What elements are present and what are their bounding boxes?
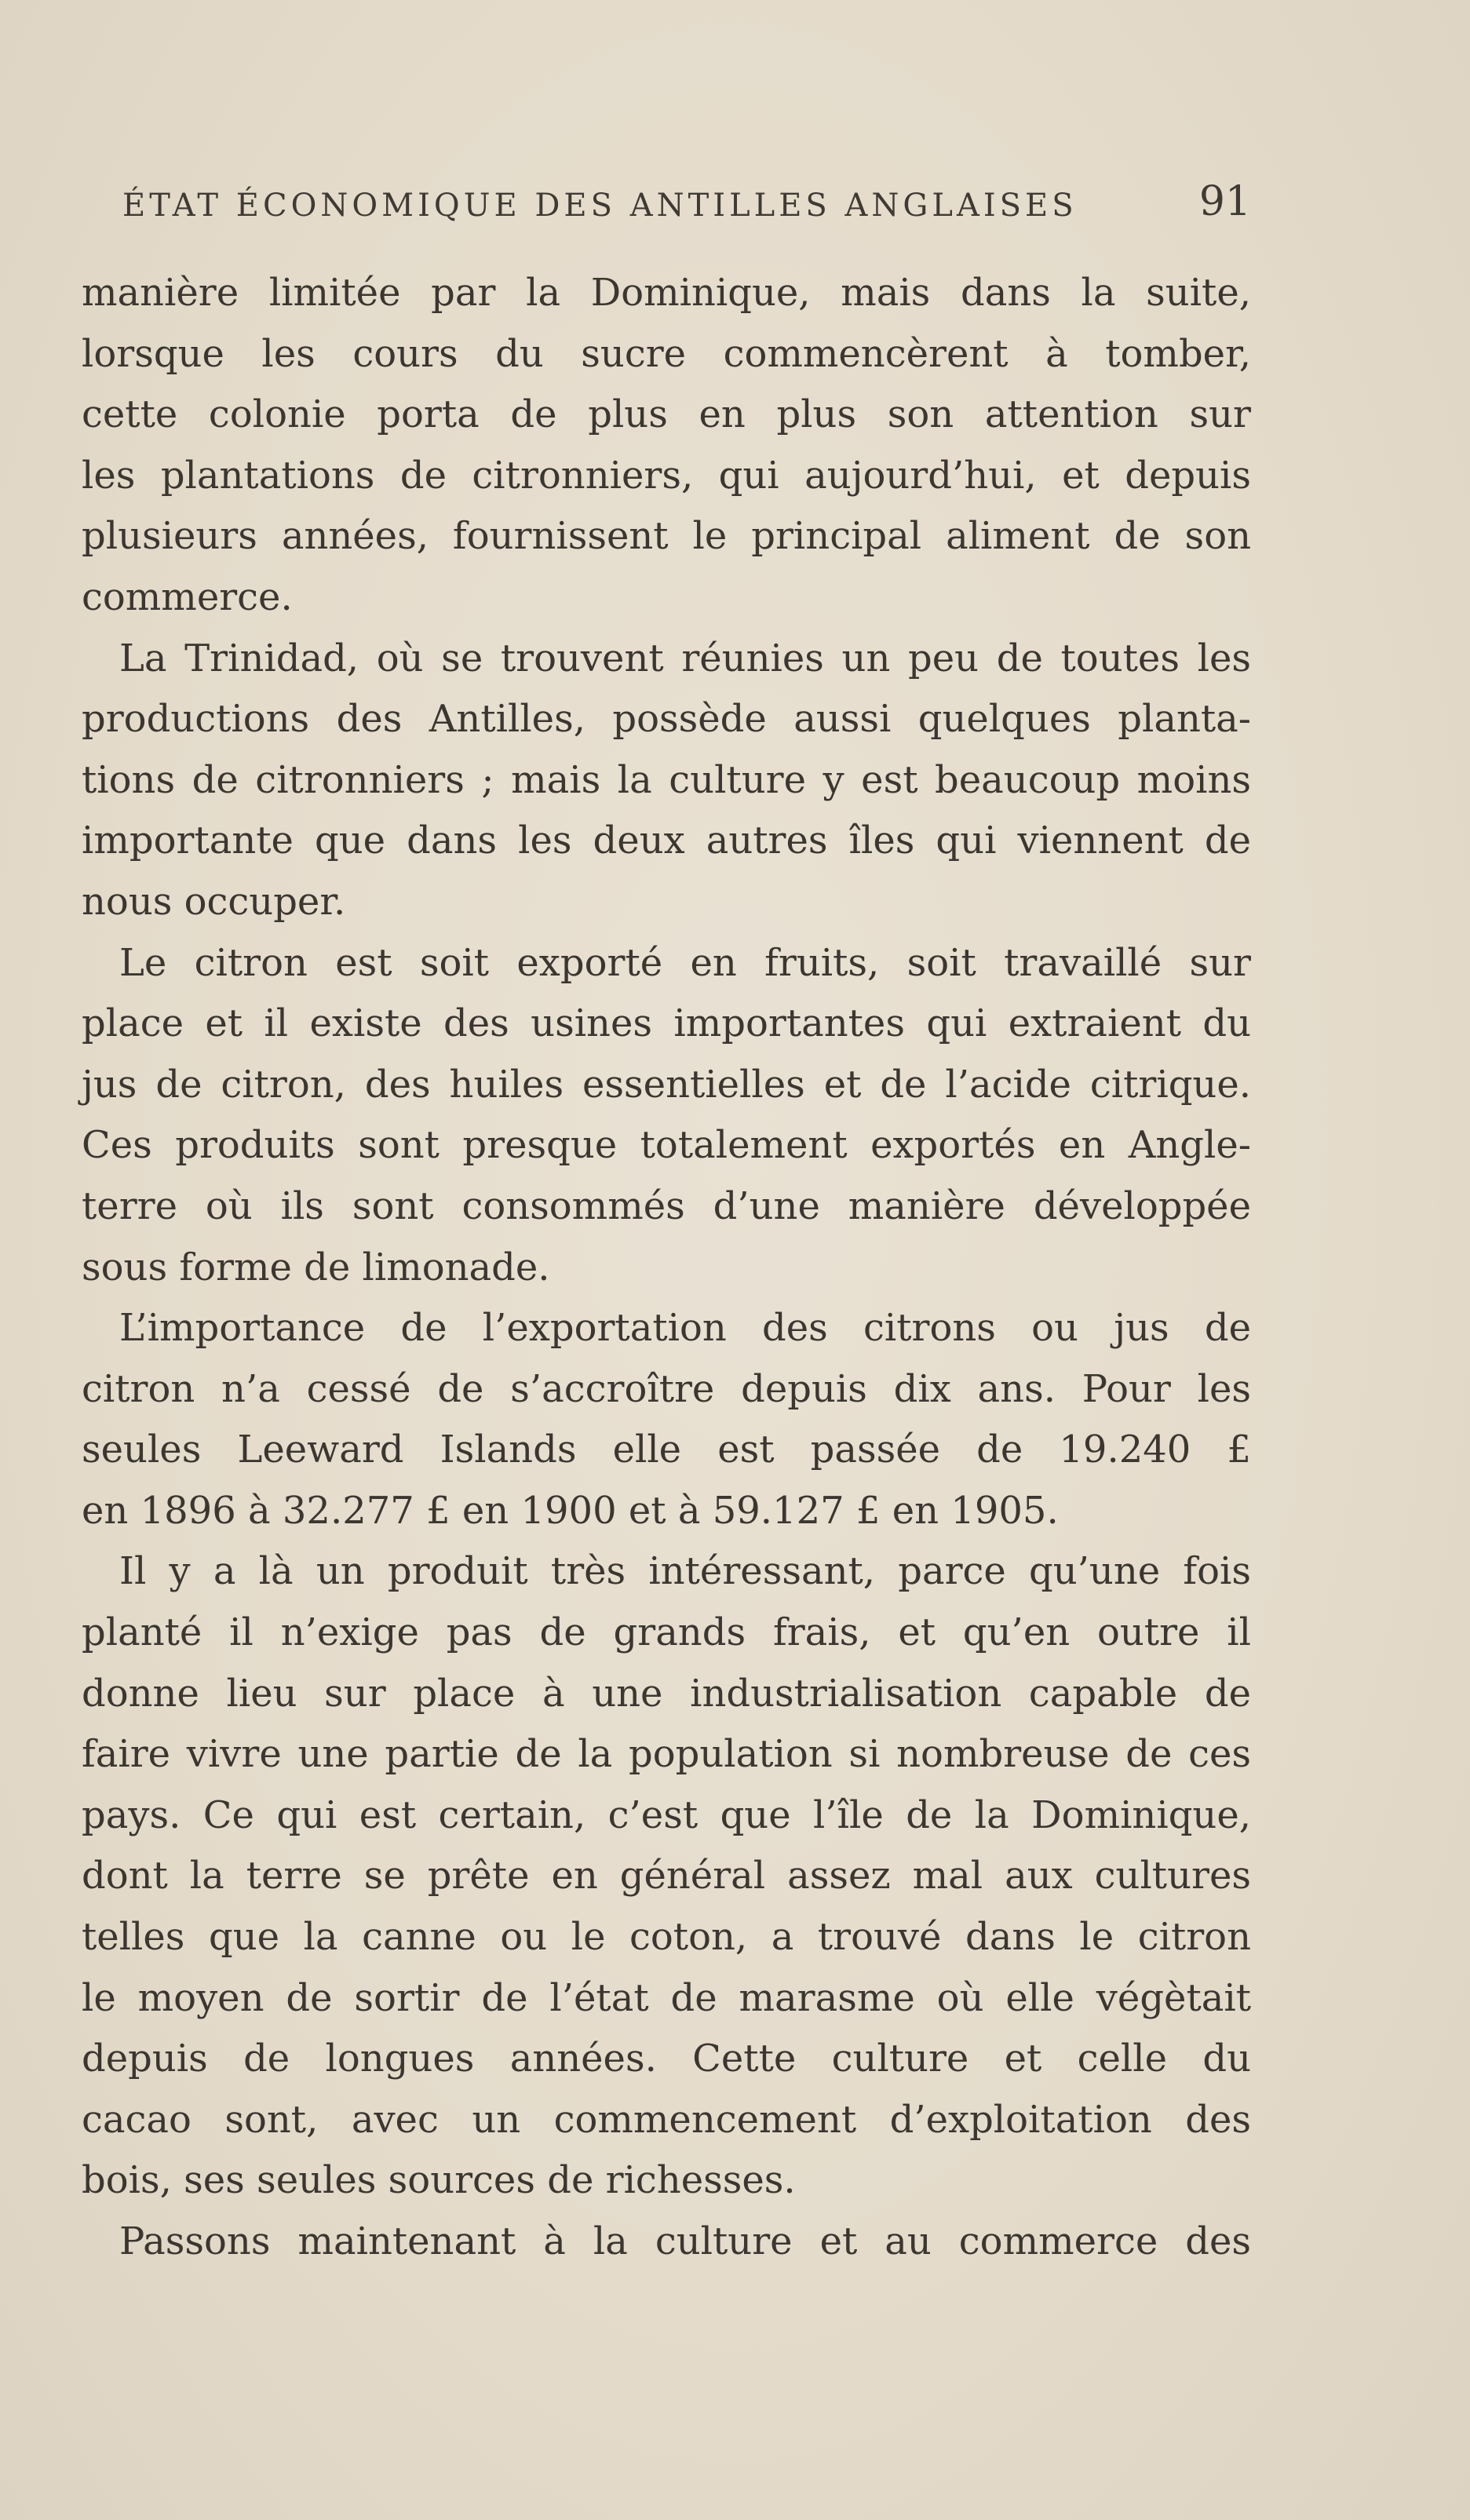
- paragraph-citron-export: [82, 933, 1251, 1299]
- body-text: [82, 263, 1251, 2273]
- text-line: telles que la canne ou le coton, a trouvé dans le citron: [82, 1915, 1251, 1960]
- text-line: citron n’a cessé de s’accroître depuis dix ans. Pour les: [82, 1366, 1251, 1411]
- text-line: lorsque les cours du sucre commencèrent à tomber,: [82, 331, 1251, 376]
- text-line: plusieurs années, fournissent le principal aliment de son: [82, 514, 1251, 559]
- text-line: les plantations de citronniers, qui aujourd’hui, et depuis: [82, 453, 1251, 498]
- text-line: dont la terre se prête en général assez mal aux cultures: [82, 1854, 1251, 1898]
- text-line: depuis de longues années. Cette culture et celle du: [82, 2037, 1251, 2081]
- text-line: seules Leeward Islands elle est passée de 19.240 £: [82, 1428, 1251, 1472]
- page-number: 91: [1198, 178, 1251, 225]
- text-line: importante que dans les deux autres îles qui viennent de: [82, 819, 1251, 863]
- text-line: manière limitée par la Dominique, mais dans la suite,: [82, 271, 1251, 315]
- text-line: terre où ils sont consommés d’une manière développée: [82, 1183, 1251, 1228]
- text-line: Le citron est soit exporté en fruits, soit travaillé sur: [119, 940, 1251, 985]
- text-line: faire vivre une partie de la population si nombreuse de ces: [82, 1732, 1251, 1777]
- running-title: ÉTAT ÉCONOMIQUE DES ANTILLES ANGLAISES: [122, 188, 1078, 224]
- paragraph-interest: [82, 1541, 1251, 2212]
- text-line: L’importance de l’exportation des citrons ou jus de: [119, 1306, 1251, 1351]
- text-line: jus de citron, des huiles essentielles et de l’acide citrique.: [82, 1062, 1251, 1107]
- text-line: place et il existe des usines importantes qui extraient du: [82, 1001, 1251, 1046]
- text-line: Passons maintenant à la culture et au commerce des: [119, 2219, 1251, 2263]
- text-line: nous occuper.: [82, 879, 346, 924]
- text-line: Ces produits sont presque totalement exportés en Angle-: [82, 1123, 1251, 1168]
- text-line: bois, ses seules sources de richesses.: [82, 2158, 796, 2203]
- paragraph-continuation: [82, 263, 1251, 629]
- text-line: planté il n’exige pas de grands frais, et qu’en outre il: [82, 1610, 1251, 1655]
- paragraph-next: [82, 2212, 1251, 2273]
- text-line: tions de citronniers ; mais la culture y est beaucoup moins: [82, 757, 1251, 802]
- text-line: le moyen de sortir de l’état de marasme où elle végètait: [82, 1975, 1251, 2020]
- text-line: en 1896 à 32.277 £ en 1900 et à 59.127 £ en 1905.: [82, 1488, 1059, 1533]
- paragraph-export-figures: [82, 1298, 1251, 1541]
- text-line: donne lieu sur place à une industrialisation capable de: [82, 1671, 1251, 1716]
- page-header: [82, 178, 1251, 232]
- text-line: Il y a là un produit très intéressant, parce qu’une fois: [119, 1549, 1251, 1594]
- text-line: sous forme de limonade.: [82, 1245, 550, 1289]
- text-line: commerce.: [82, 574, 293, 619]
- text-line: cette colonie porta de plus en plus son attention sur: [82, 392, 1251, 437]
- text-line: cacao sont, avec un commencement d’exploitation des: [82, 2097, 1251, 2142]
- text-line: La Trinidad, où se trouvent réunies un peu de toutes les: [119, 636, 1251, 680]
- text-line: pays. Ce qui est certain, c’est que l’île de la Dominique,: [82, 1792, 1251, 1837]
- paragraph-trinidad: [82, 629, 1251, 933]
- text-line: productions des Antilles, possède aussi quelques planta-: [82, 697, 1251, 742]
